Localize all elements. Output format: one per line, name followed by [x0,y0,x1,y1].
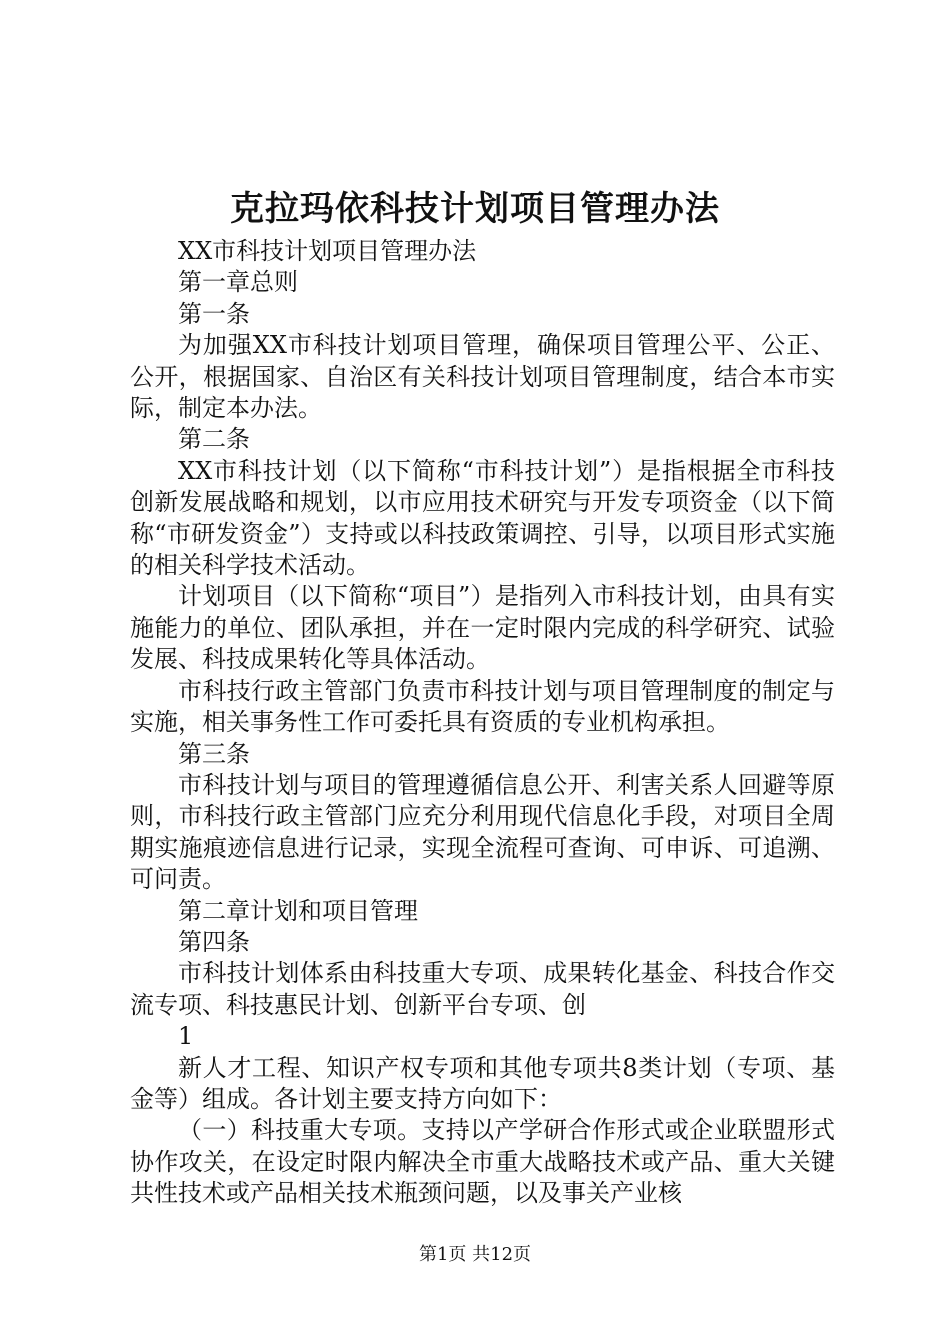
page-footer: 第1页 共12页 [418,1244,532,1265]
document-body [130,236,835,1210]
page-break-marker: 1 [178,1022,194,1051]
paragraph: XX市科技计划（以下简称“市科技计划”）是指根据全市科技创新发展战略和规划，以市应用技术研究与开发专项资金（以下简称“市研发资金”）支持或以科技政策调控、引导，以项目形式实施的相关科学技术活动。 [130,456,835,580]
article-heading: 第一条 [178,299,250,328]
document-title: 克拉玛依科技计划项目管理办法 [230,189,720,229]
article-heading: 第四条 [178,927,250,956]
paragraph-heading: XX市科技计划项目管理办法 [178,237,477,265]
paragraph: 计划项目（以下简称“项目”）是指列入市科技计划，由具有实施能力的单位、团队承担，并在一定时限内完成的科学研究、试验发展、科技成果转化等具体活动。 [130,582,835,674]
paragraph: 为加强XX市科技计划项目管理，确保项目管理公平、公正、公开，根据国家、自治区有关科技计划项目管理制度，结合本市实际，制定本办法。 [130,331,835,423]
chapter-heading: 第一章总则 [178,268,298,297]
paragraph: 市科技计划体系由科技重大专项、成果转化基金、科技合作交流专项、科技惠民计划、创新平台专项、创 [130,959,835,1019]
article-heading: 第二条 [178,425,250,454]
paragraph: 市科技行政主管部门负责市科技计划与项目管理制度的制定与实施，相关事务性工作可委托具有资质的专业机构承担。 [130,676,835,737]
article-heading: 第三条 [178,739,250,768]
paragraph: （一）科技重大专项。支持以产学研合作形式或企业联盟形式协作攻关，在设定时限内解决全市重大战略技术或产品、重大关键共性技术或产品相关技术瓶颈问题，以及事关产业核 [130,1116,835,1208]
chapter-heading: 第二章计划和项目管理 [178,896,418,925]
paragraph: 市科技计划与项目的管理遵循信息公开、利害关系人回避等原则，市科技行政主管部门应充分利用现代信息化手段，对项目全周期实施痕迹信息进行记录，实现全流程可查询、可申诉、可追溯、可问责。 [130,770,835,894]
paragraph: 新人才工程、知识产权专项和其他专项共8类计划（专项、基金等）组成。各计划主要支持方向如下： [130,1053,835,1113]
